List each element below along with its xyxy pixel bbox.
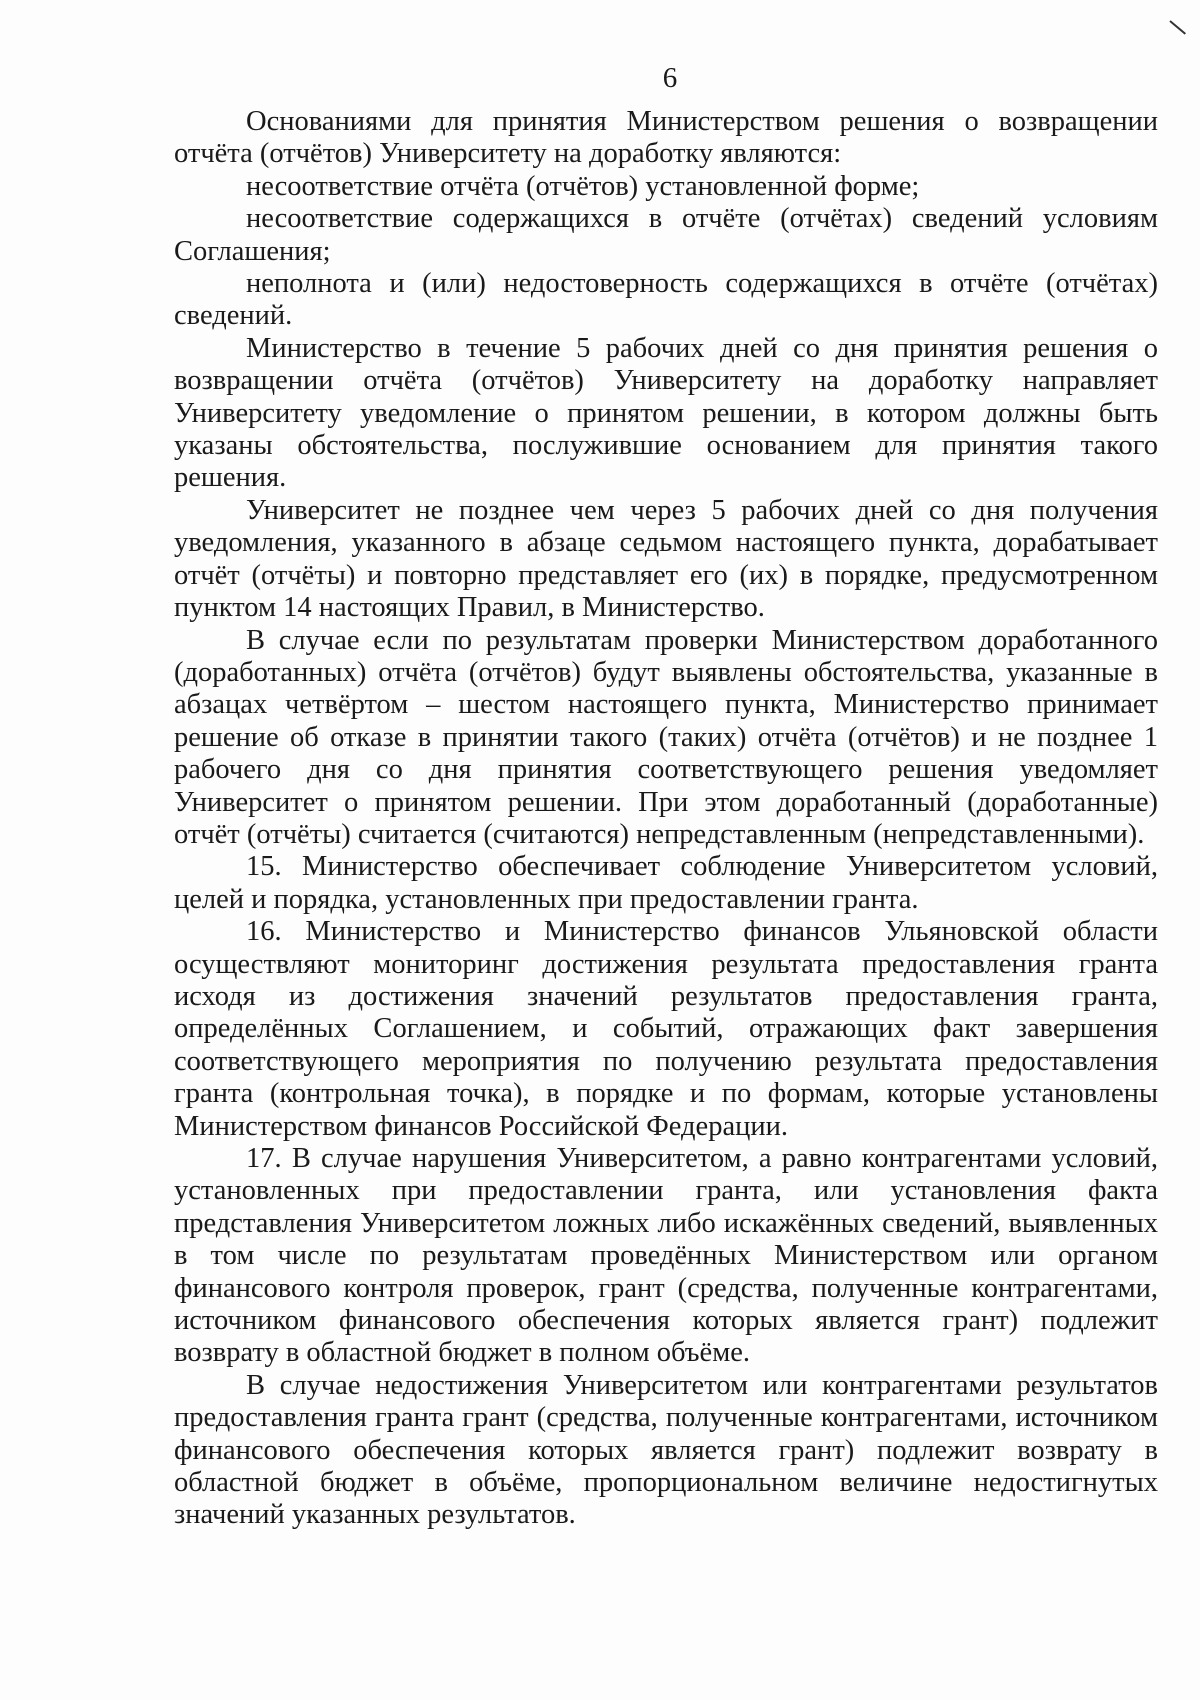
paragraph-terms-mismatch: несоответствие содержащихся в отчёте (отчётах) сведений условиям Соглашения; bbox=[174, 203, 1158, 267]
document-body bbox=[174, 106, 1158, 1532]
paragraph-grounds-intro: Основаниями для принятия Министерством решения о возвращении отчёта (отчётов) Университету на доработку являются: bbox=[174, 106, 1158, 170]
paragraph-underachievement: В случае недостижения Университетом или контрагентами результатов предоставления гранта грант (средства, полученные контрагентами, источником финансового обеспечения которых является грант) подлежит возврату в областной бюджет в объёме, пропорциональном величине недостигнутых значений указанных результатов. bbox=[174, 1369, 1158, 1531]
corner-mark bbox=[1169, 20, 1186, 34]
paragraph-item-16: 16. Министерство и Министерство финансов Ульяновской области осуществляют мониторинг достижения результата предоставления гранта исходя из достижения значений результатов предоставления гранта, определённых Соглашением, и событий, отражающих факт завершения соответствующего мероприятия по получению результата предоставления гранта (контрольная точка), в порядке и по формам, которые установлены Министерством финансов Российской Федерации. bbox=[174, 916, 1158, 1142]
paragraph-form-mismatch: несоответствие отчёта (отчётов) установленной форме; bbox=[246, 170, 920, 202]
paragraph-refusal: В случае если по результатам проверки Министерством доработанного (доработанных) отчёта (отчётов) будут выявлены обстоятельства, указанные в абзацах четвёртом – шестом настоящего пункта, Министерство принимает решение об отказе в принятии такого (таких) отчёта (отчётов) и не позднее 1 рабочего дня со дня принятия соответствующего решения уведомляет Университет о принятом решении. При этом доработанный (доработанные) отчёт (отчёты) считается (считаются) непредставленным (непредставленными). bbox=[174, 624, 1158, 850]
paragraph-incomplete-info: неполнота и (или) недостоверность содержащихся в отчёте (отчётах) сведений. bbox=[174, 268, 1158, 332]
paragraph-item-17: 17. В случае нарушения Университетом, а равно контрагентами условий, установленных при предоставлении гранта, или установления факта представления Университетом ложных либо искажённых сведений, выявленных в том числе по результатам проведённых Министерством или органом финансового контроля проверок, грант (средства, полученные контрагентами, источником финансового обеспечения которых является грант) подлежит возврату в областной бюджет в полном объёме. bbox=[174, 1143, 1158, 1369]
paragraph-item-15: 15. Министерство обеспечивает соблюдение Университетом условий, целей и порядка, установленных при предоставлении гранта. bbox=[174, 851, 1158, 915]
paragraph-university-rework: Университет не позднее чем через 5 рабочих дней со дня получения уведомления, указанного в абзаце седьмом настоящего пункта, дорабатывает отчёт (отчёты) и повторно представляет его (их) в порядке, предусмотренном пунктом 14 настоящих Правил, в Министерство. bbox=[174, 494, 1158, 624]
page-number: 6 bbox=[662, 62, 678, 94]
paragraph-ministry-notice: Министерство в течение 5 рабочих дней со дня принятия решения о возвращении отчёта (отчётов) Университету на доработку направляет Университету уведомление о принятом решении, в котором должны быть указаны обстоятельства, послужившие основанием для принятия такого решения. bbox=[174, 332, 1158, 494]
